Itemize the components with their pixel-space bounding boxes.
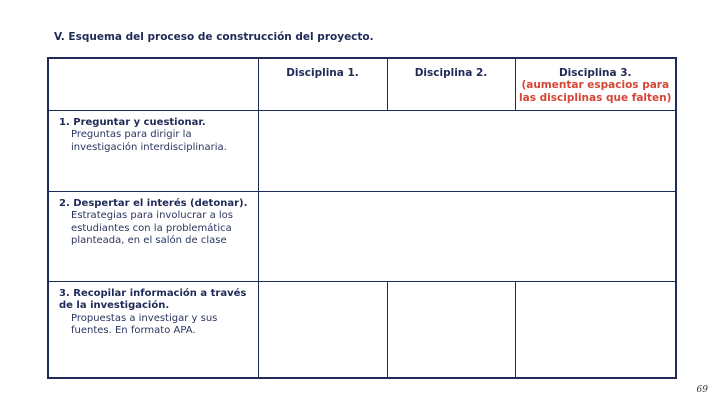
table-row	[48, 281, 676, 378]
header-discipline-3	[515, 58, 676, 110]
step-cell	[48, 191, 258, 281]
table-row	[48, 110, 676, 191]
step-title: 1. Preguntar y cuestionar.	[59, 116, 206, 128]
discipline-1-cell[interactable]	[258, 281, 387, 378]
header-discipline-2	[387, 58, 515, 110]
header-empty-cell	[48, 58, 258, 110]
table-header-row	[48, 58, 676, 110]
step-cell	[48, 110, 258, 191]
page-number: 69	[696, 385, 708, 395]
step-description: Propuestas a investigar y sus fuentes. En formato APA.	[71, 312, 218, 336]
step-description: Preguntas para dirigir la investigación interdisciplinaria.	[71, 129, 227, 153]
discipline-2-cell[interactable]	[387, 281, 515, 378]
discipline-3-note: (aumentar espacios para las disciplinas que falten)	[519, 79, 672, 104]
discipline-3-cell[interactable]	[515, 281, 676, 378]
discipline-2-label: Disciplina 2.	[414, 67, 488, 79]
step-cell	[48, 281, 258, 378]
header-discipline-1	[258, 58, 387, 110]
merged-discipline-cell[interactable]	[258, 110, 676, 191]
step-title: 2. Despertar el interés (detonar).	[59, 197, 248, 209]
section-heading: V. Esquema del proceso de construcción del proyecto.	[54, 31, 374, 43]
table-row	[48, 191, 676, 281]
step-title: 3. Recopilar información a través de la investigación.	[59, 287, 247, 311]
project-scheme-table	[47, 57, 677, 379]
step-description: Estrategias para involucrar a los estudiantes con la problemática planteada, en el salón de clase	[71, 210, 234, 246]
discipline-3-label: Disciplina 3.	[558, 67, 632, 79]
discipline-1-label: Disciplina 1.	[286, 67, 359, 79]
merged-discipline-cell[interactable]	[258, 191, 676, 281]
